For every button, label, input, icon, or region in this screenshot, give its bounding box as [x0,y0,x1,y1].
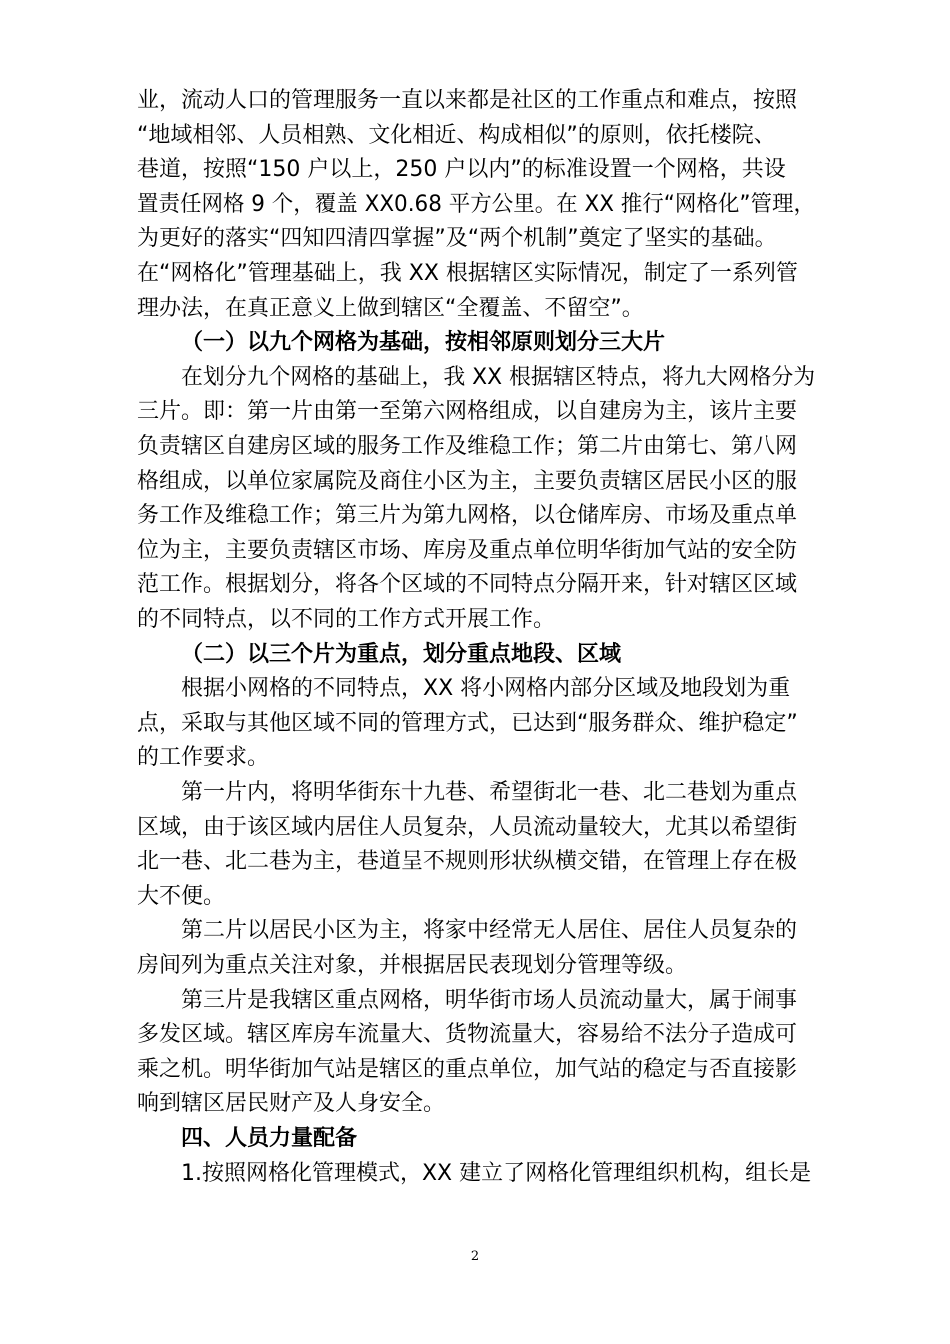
paragraph-line: 响到辖区居民财产及人身安全。 [137,1091,446,1117]
paragraph-line: 在“网格化”管理基础上，我 XX 根据辖区实际情况，制定了一系列管 [137,261,798,286]
paragraph-line: 理办法，在真正意义上做到辖区“全覆盖、不留空”。 [137,295,644,321]
paragraph-line: “地域相邻、人员相熟、文化相近、构成相似”的原则，依托楼院、 [137,122,776,148]
paragraph-line: 根据小网格的不同特点，XX 将小网格内部分区域及地段划为重 [181,676,791,702]
paragraph-line: 格组成，以单位家属院及商住小区为主，主要负责辖区居民小区的服 [137,468,798,494]
paragraph-line: 乘之机。明华街加气站是辖区的重点单位，加气站的稳定与否直接影 [137,1056,798,1082]
paragraph-line: 第二片以居民小区为主，将家中经常无人居住、居住人员复杂的 [181,918,798,944]
paragraph-line: 区域，由于该区域内居住人员复杂，人员流动量较大，尤其以希望街 [137,814,798,840]
paragraph-line: 为更好的落实“四知四清四掌握”及“两个机制”奠定了坚实的基础。 [137,226,777,252]
paragraph-line: 的不同特点，以不同的工作方式开展工作。 [137,607,556,632]
paragraph-line: 点，采取与其他区域不同的管理方式，已达到“服务群众、维护稳定” [137,710,798,736]
paragraph-line: 业，流动人口的管理服务一直以来都是社区的工作重点和难点，按照 [137,88,798,113]
paragraph-line: 置责任网格 9 个，覆盖 XX0.68 平方公里。在 XX 推行“网格化”管理， [137,191,815,217]
section-heading: （一）以九个网格为基础，按相邻原则划分三大片 [181,330,666,356]
section-heading: 四、人员力量配备 [181,1126,358,1151]
paragraph-line: 第一片内，将明华街东十九巷、希望街北一巷、北二巷划为重点 [181,780,798,805]
section-heading: （二）以三个片为重点，划分重点地段、区域 [181,641,622,667]
paragraph-line: 负责辖区自建房区域的服务工作及维稳工作；第二片由第七、第八网 [137,434,798,459]
paragraph-line: 第三片是我辖区重点网格，明华街市场人员流动量大，属于闹事 [181,987,798,1013]
paragraph-line: 1.按照网格化管理模式，XX 建立了网格化管理组织机构，组长是 [181,1160,812,1186]
paragraph-line: 在划分九个网格的基础上，我 XX 根据辖区特点，将九大网格分为 [181,364,816,390]
paragraph-line: 巷道，按照“150 户以上，250 户以内”的标准设置一个网格，共设 [137,157,786,183]
paragraph-line: 大不便。 [137,883,226,909]
paragraph-line: 的工作要求。 [137,745,270,771]
page-number: 2 [470,1249,480,1264]
paragraph-line: 北一巷、北二巷为主，巷道呈不规则形状纵横交错，在管理上存在极 [137,849,798,875]
paragraph-line: 房间列为重点关注对象，并根据居民表现划分管理等级。 [137,953,688,978]
paragraph-line: 位为主，主要负责辖区市场、库房及重点单位明华街加气站的安全防 [137,537,798,563]
paragraph-line: 三片。即：第一片由第一至第六网格组成，以自建房为主，该片主要 [137,399,798,425]
paragraph-line: 务工作及维稳工作；第三片为第九网格，以仓储库房、市场及重点单 [137,503,798,529]
paragraph-line: 范工作。根据划分，将各个区域的不同特点分隔开来，针对辖区区域 [137,572,798,598]
paragraph-line: 多发区域。辖区库房车流量大、货物流量大，容易给不法分子造成可 [137,1022,798,1048]
